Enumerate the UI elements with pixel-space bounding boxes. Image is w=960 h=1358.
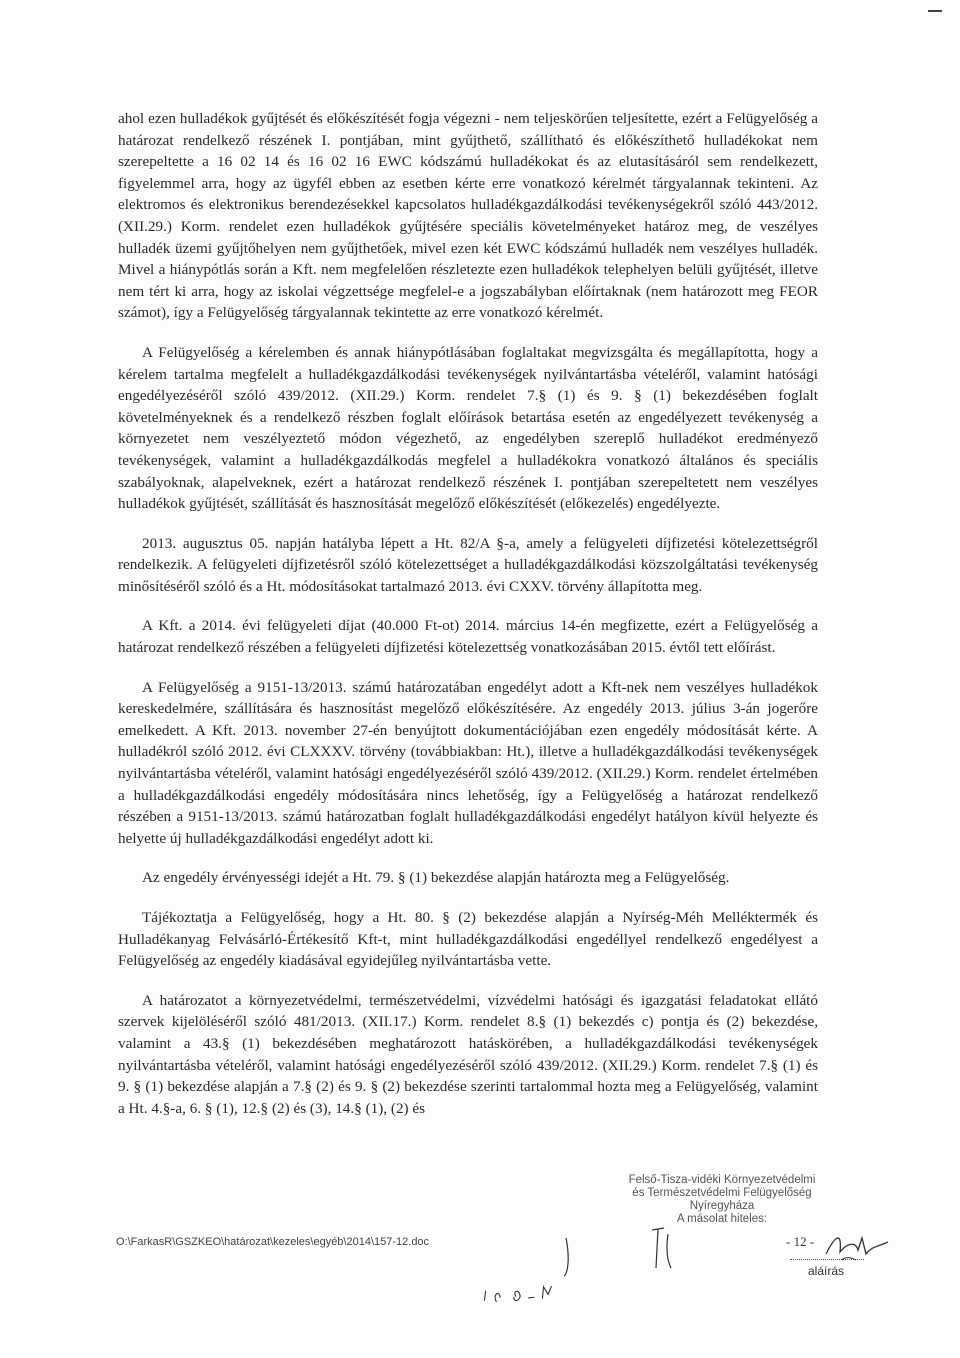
handwritten-date-icon: [479, 1279, 570, 1309]
stamp-line-2: és Természetvédelmi Felügyelőség: [632, 1187, 812, 1199]
paragraph-2: A Felügyelőség a kérelemben és annak hiánypótlásában foglaltakat megvizsgálta és megállapította, hogy a kérelem tartalma megfelelt a hulladékgazdálkodási tevékenységek nyilvántartásba vételéről, valamint hatósági engedélyezéséről szóló 439/2012. (XII.29.) Korm. rendelet 7.§ (1) és 9. § (1) bekezdésében foglalt követelményeknek és a rendelkező részben foglalt előírások betartása esetén az engedélyezett tevékenység a környezetet nem veszélyeztető módon végezhető, az engedélyben szereplő hulladékot eredményező tevékenységek, valamint a hulladékgazdálkodás megfelel a hulladékokra vonatkozó általános és speciális szabályoknak, alapelveknek, ezért a határozat rendelkező részének I. pontjában szerepeltetett nem veszélyes hulladékok gyűjtését, szállítását és hasznosítását megelőző előkészítését (előkezelés) engedélyezte.: [118, 343, 818, 513]
paragraph-3: 2013. augusztus 05. napján hatályba lépett a Ht. 82/A §-a, amely a felügyeleti díjfizetési kötelezettségről rendelkezik. A felügyeleti díjfizetésről szóló kötelezettséget a hulladékgazdálkodási közszolgáltatási tevékenység minősítéséről szóló és a Ht. módosításokat tartalmazó 2013. évi CXXV. törvény állapította meg.: [118, 534, 818, 595]
signature-icon: [822, 1224, 892, 1264]
signature-label: aláírás: [808, 1264, 845, 1278]
paragraph-7: Tájékoztatja a Felügyelőség, hogy a Ht. 80. § (2) bekezdése alapján a Nyírség-Méh Melléktermék és Hulladékanyag Felvásárló-Értékesítő Kft-t, mint hulladékgazdálkodási engedéllyel rendelkező engedélyest a Felügyelőség az engedély kiadásával egyidejűleg nyilvántartásba vette.: [118, 909, 818, 970]
stamp-line-4: A másolat hiteles:: [676, 1213, 768, 1225]
file-path: O:\FarkasR\GSZKEO\határozat\kezeles\egyéb\2014\157-12.doc: [116, 1236, 430, 1248]
signature-line: [790, 1259, 864, 1260]
page-number: - 12 -: [786, 1234, 815, 1249]
corner-dash: [928, 10, 942, 12]
document-body: [118, 108, 818, 1137]
paragraph-4: A Kft. a 2014. évi felügyeleti díjat (40.000 Ft-ot) 2014. március 14-én megfizette, ezért a Felügyelőség a határozat rendelkező részében a felügyeleti díjfizetési kötelezettség vonatkozásában 2015. évtől tett előírást.: [118, 617, 818, 657]
paragraph-8: A határozatot a környezetvédelmi, természetvédelmi, vízvédelmi hatósági és igazgatási feladatokat ellátó szervek kijelöléséről szóló 481/2013. (XII.17.) Korm. rendelet 8.§ (1) bekezdés c) pontja és (2) bekezdése, valamint a 43.§ (1) bekezdésében meghatározott hatáskörében, a hulladékgazdálkodási tevékenységek nyilvántartásba vételéről, valamint hatósági engedélyezéséről szóló 439/2012. (XII.29.) Korm. rendelet 7.§ (1) és 9. § (1) bekezdése alapján a 7.§ (2) és 9. § (2) bekezdése szerinti tartalommal hozta meg a Felügyelőség, valamint a Ht. 4.§-a, 6. § (1), 12.§ (2) és (3), 14.§ (1), (2) és: [118, 991, 818, 1117]
paragraph-6: Az engedély érvényességi idejét a Ht. 79. § (1) bekezdése alapján határozta meg a Felügyelőség.: [142, 869, 730, 887]
handwritten-mark: [556, 1218, 676, 1278]
paragraph-5: A Felügyelőség a 9151-13/2013. számú határozatában engedélyt adott a Kft-nek nem veszélyes hulladékok kereskedelmére, szállítására és hasznosítást megelőző előkészítésére. Az engedély 2013. július 3-án jogerőre emelkedett. A Kft. 2013. november 27-én benyújtott dokumentációjában ezen engedély módosítását kérte. A hulladékról szóló 2012. évi CLXXXV. törvény (továbbiakban: Ht.), illetve a hulladékgazdálkodási tevékenységek nyilvántartásba vételéről, valamint hatósági engedélyezéséről szóló 439/2012. (XII.29.) Korm. rendelet értelmében a hulladékgazdálkodási engedély módosítására nincs lehetőség, így a Felügyelőség a határozat rendelkező részében a 9151-13/2013. számú határozatban foglalt hulladékgazdálkodási engedélyt hatályon kívül helyezte és helyette új hulladékgazdálkodási engedélyt adott ki.: [118, 678, 818, 847]
stamp-line-1: Felső-Tisza-vidéki Környezetvédelmi: [628, 1174, 816, 1186]
stamp-line-3: Nyíregyháza: [689, 1200, 755, 1212]
paragraph-1: ahol ezen hulladékok gyűjtését és előkészítését fogja végezni - nem teljeskörűen teljesítette, ezért a Felügyelőség a határozat rendelkező részének I. pontjában, mint gyűjthető, szállítható és előkészíthető hulladékokat nem szerepeltette a 16 02 14 és 16 02 16 EWC kódszámú hulladékokat és az elutasításáról sem rendelkezett, figyelemmel arra, hogy az ügyfél ebben az esetben kérte erre vonatkozó kérelmét tárgyalannak tekinteni. Az elektromos és elektronikus berendezésekkel kapcsolatos hulladékgazdálkodási tevékenységekről szóló 443/2012. (XII.29.) Korm. rendelet ezen hulladékok gyűjtésére speciális követelményeket határoz meg, de veszélyes hulladék üzemi gyűjtőhelyen nem gyűjthetőek, mivel ezen két EWC kódszámú hulladék nem veszélyes hulladék. Mivel a hiánypótlás során a Kft. nem megfelelően részletezte ezen hulladékok telephelyen belüli gyűjtését, illetve nem tért ki arra, hogy az iskolai végzettsége megfelel-e a jogszabályban előírtaknak (nem határozott meg FEOR számot), így a Felügyelőség tárgyalannak tekintette az erre vonatkozó kérelmét.: [118, 110, 818, 322]
